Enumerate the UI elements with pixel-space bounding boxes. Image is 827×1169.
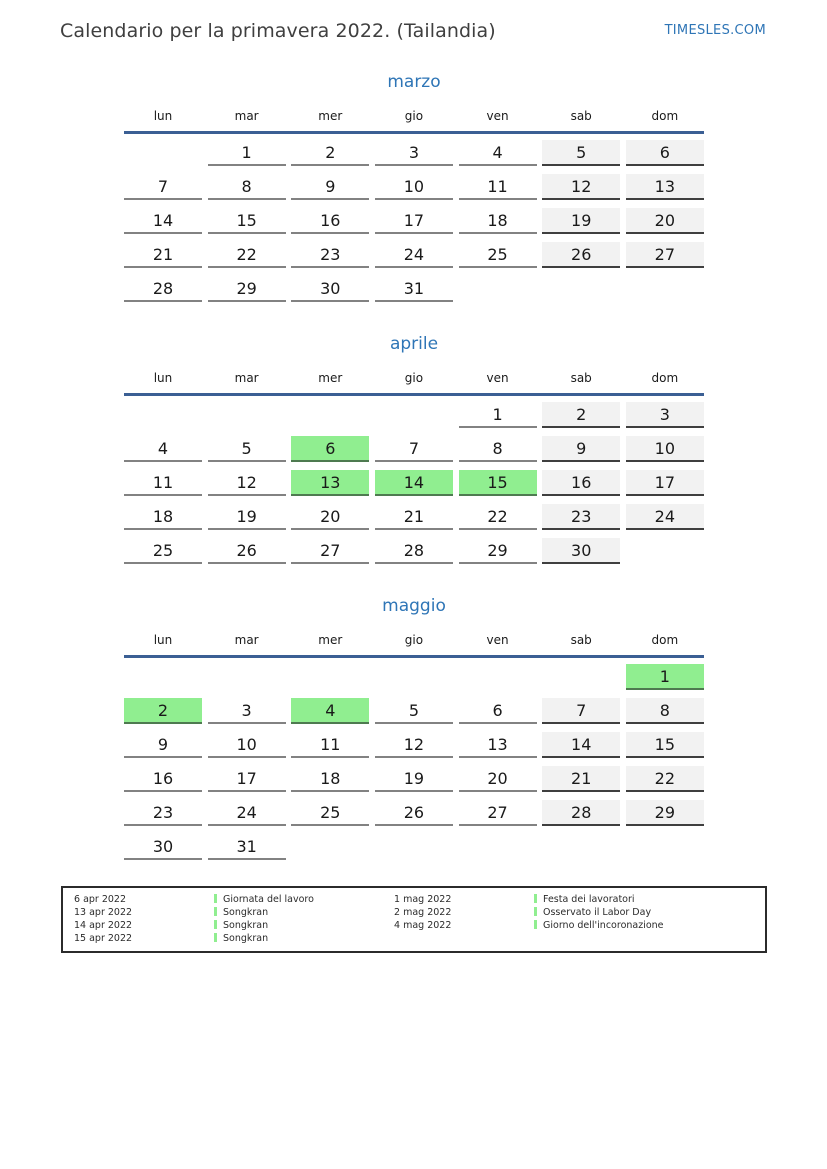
- weekday-header: dom: [651, 371, 679, 385]
- legend-holiday-name: Festa dei lavoratori: [543, 894, 635, 905]
- weekday-header: gio: [404, 633, 424, 647]
- day-cell-empty: [626, 834, 704, 860]
- legend-labels: [534, 893, 714, 932]
- day-cell: 13: [626, 174, 704, 200]
- day-cell: 22: [208, 242, 286, 268]
- day-cell: 17: [208, 766, 286, 792]
- legend-groups: [74, 893, 714, 945]
- day-cell: 15: [626, 732, 704, 758]
- month-title: maggio: [382, 596, 446, 616]
- day-cell: 5: [375, 698, 453, 724]
- weekday-header: ven: [486, 109, 509, 123]
- day-cell: 23: [291, 242, 369, 268]
- day-cell: 3: [626, 402, 704, 428]
- legend-holiday-name: Songkran: [223, 920, 269, 931]
- weekday-header: lun: [153, 371, 173, 385]
- weekday-header: lun: [153, 633, 173, 647]
- day-cell: 28: [124, 276, 202, 302]
- weekday-header: mer: [318, 633, 343, 647]
- day-cell: 16: [124, 766, 202, 792]
- day-cell-empty: [124, 664, 202, 690]
- legend-group: [394, 893, 714, 945]
- weekday-header: mar: [234, 371, 259, 385]
- day-cell: 6: [626, 140, 704, 166]
- day-cell: 12: [375, 732, 453, 758]
- legend-holiday: [534, 893, 714, 906]
- holiday-marker-icon: [214, 933, 217, 942]
- month-title: aprile: [389, 334, 439, 354]
- day-cell: 2: [542, 402, 620, 428]
- day-cell-empty: [626, 538, 704, 564]
- day-cell: 28: [542, 800, 620, 826]
- legend-labels: [214, 893, 394, 945]
- day-cell: 26: [375, 800, 453, 826]
- weekday-header: gio: [404, 371, 424, 385]
- day-cell: 25: [291, 800, 369, 826]
- day-cell: 10: [375, 174, 453, 200]
- day-cell: 29: [208, 276, 286, 302]
- day-cell: 27: [626, 242, 704, 268]
- day-cell: 19: [208, 504, 286, 530]
- day-cell: 4: [291, 698, 369, 724]
- legend-dates: [74, 893, 214, 945]
- day-cell: 25: [459, 242, 537, 268]
- day-cell: 13: [459, 732, 537, 758]
- day-cell-empty: [459, 834, 537, 860]
- day-cell-empty: [375, 402, 453, 428]
- day-cell: 7: [124, 174, 202, 200]
- weekday-header: ven: [486, 633, 509, 647]
- weekday-rule: [124, 655, 704, 658]
- day-cell: 25: [124, 538, 202, 564]
- day-cell: 9: [542, 436, 620, 462]
- day-cell: 4: [124, 436, 202, 462]
- day-cell-empty: [291, 664, 369, 690]
- day-cell-empty: [375, 834, 453, 860]
- day-cell: 16: [542, 470, 620, 496]
- day-cell: 16: [291, 208, 369, 234]
- legend-holiday: [534, 906, 714, 919]
- legend-holiday: [214, 919, 394, 932]
- holiday-marker-icon: [534, 920, 537, 929]
- day-cell: 11: [291, 732, 369, 758]
- day-cell: 19: [375, 766, 453, 792]
- day-cell: 1: [208, 140, 286, 166]
- day-cell: 22: [626, 766, 704, 792]
- day-cell: 26: [542, 242, 620, 268]
- weekday-rule: [124, 131, 704, 134]
- day-cell: 31: [375, 276, 453, 302]
- day-cell: 2: [124, 698, 202, 724]
- legend-holiday-name: Songkran: [223, 933, 269, 944]
- legend-holiday: [214, 893, 394, 906]
- day-cell: 29: [626, 800, 704, 826]
- holiday-marker-icon: [214, 894, 217, 903]
- day-cell: 2: [291, 140, 369, 166]
- day-cell-empty: [124, 402, 202, 428]
- day-cell: 14: [375, 470, 453, 496]
- day-cell: 21: [124, 242, 202, 268]
- months: [124, 72, 704, 868]
- day-cell: 26: [208, 538, 286, 564]
- day-cell: 1: [626, 664, 704, 690]
- day-cell: 6: [291, 436, 369, 462]
- day-cell: 10: [626, 436, 704, 462]
- day-cell: 9: [291, 174, 369, 200]
- day-cell-empty: [291, 402, 369, 428]
- day-cell-empty: [459, 664, 537, 690]
- legend-date: 13 apr 2022: [74, 907, 133, 918]
- weekday-header: sab: [570, 371, 592, 385]
- day-cell: 20: [626, 208, 704, 234]
- day-cell: 18: [291, 766, 369, 792]
- day-cell: 22: [459, 504, 537, 530]
- legend-holiday-name: Songkran: [223, 907, 269, 918]
- day-cell: 17: [626, 470, 704, 496]
- day-cell-empty: [291, 834, 369, 860]
- day-cell: 18: [459, 208, 537, 234]
- day-cell: 8: [208, 174, 286, 200]
- day-cell: 15: [208, 208, 286, 234]
- legend-date: 4 mag 2022: [394, 920, 452, 931]
- day-cell: 8: [459, 436, 537, 462]
- day-cell: 13: [291, 470, 369, 496]
- legend-group: [74, 893, 394, 945]
- day-cell: 27: [459, 800, 537, 826]
- day-cell: 20: [459, 766, 537, 792]
- day-cell: 6: [459, 698, 537, 724]
- legend-dates: [394, 893, 534, 932]
- legend-date: 6 apr 2022: [74, 894, 127, 905]
- legend-holiday-name: Giornata del lavoro: [223, 894, 314, 905]
- day-cell: 14: [124, 208, 202, 234]
- weekday-header: gio: [404, 109, 424, 123]
- legend-date: 1 mag 2022: [394, 894, 452, 905]
- day-cell: 14: [542, 732, 620, 758]
- weekday-header: mar: [234, 633, 259, 647]
- day-cell: 28: [375, 538, 453, 564]
- legend-holiday-name: Giorno dell'incoronazione: [543, 920, 664, 931]
- legend-holiday-name: Osservato il Labor Day: [543, 907, 652, 918]
- month-aprile: [124, 334, 704, 572]
- day-cell: 4: [459, 140, 537, 166]
- day-cell-empty: [542, 276, 620, 302]
- day-cell: 9: [124, 732, 202, 758]
- day-cell: 24: [208, 800, 286, 826]
- month-title: marzo: [387, 72, 441, 92]
- day-cell: 18: [124, 504, 202, 530]
- day-cell: 15: [459, 470, 537, 496]
- day-cell: 7: [542, 698, 620, 724]
- holiday-marker-icon: [534, 894, 537, 903]
- day-cell: 12: [542, 174, 620, 200]
- day-cell: 21: [542, 766, 620, 792]
- weekday-header: dom: [651, 633, 679, 647]
- day-cell: 11: [459, 174, 537, 200]
- legend-box: [61, 886, 767, 953]
- legend-holiday: [214, 932, 394, 945]
- holiday-marker-icon: [214, 907, 217, 916]
- day-cell: 7: [375, 436, 453, 462]
- legend-date: 2 mag 2022: [394, 907, 452, 918]
- month-grid: [124, 370, 704, 572]
- weekday-rule: [124, 393, 704, 396]
- day-cell: 30: [542, 538, 620, 564]
- weekday-header: mer: [318, 109, 343, 123]
- legend-holiday: [214, 906, 394, 919]
- day-cell: 29: [459, 538, 537, 564]
- day-cell-empty: [208, 664, 286, 690]
- page-header: [0, 0, 827, 42]
- day-cell-empty: [626, 276, 704, 302]
- day-cell: 11: [124, 470, 202, 496]
- day-cell-empty: [459, 276, 537, 302]
- holiday-marker-icon: [534, 907, 537, 916]
- holiday-marker-icon: [214, 920, 217, 929]
- day-cell: 5: [208, 436, 286, 462]
- day-cell: 8: [626, 698, 704, 724]
- weekday-header: sab: [570, 633, 592, 647]
- page-title: Calendario per la primavera 2022. (Tailandia): [60, 20, 496, 42]
- weekday-header: dom: [651, 109, 679, 123]
- day-cell: 30: [291, 276, 369, 302]
- month-grid: [124, 632, 704, 868]
- day-cell: 17: [375, 208, 453, 234]
- day-cell-empty: [124, 140, 202, 166]
- month-grid: [124, 108, 704, 310]
- day-cell: 23: [124, 800, 202, 826]
- legend-date: 14 apr 2022: [74, 920, 133, 931]
- month-maggio: [124, 596, 704, 868]
- day-cell: 21: [375, 504, 453, 530]
- day-cell: 31: [208, 834, 286, 860]
- weekday-header: lun: [153, 109, 173, 123]
- day-cell-empty: [542, 834, 620, 860]
- day-cell: 19: [542, 208, 620, 234]
- day-cell: 27: [291, 538, 369, 564]
- weekday-header: mer: [318, 371, 343, 385]
- day-cell: 5: [542, 140, 620, 166]
- day-cell: 20: [291, 504, 369, 530]
- site-link[interactable]: TIMESLES.COM: [664, 23, 766, 38]
- day-cell: 10: [208, 732, 286, 758]
- weekday-header: ven: [486, 371, 509, 385]
- day-cell-empty: [208, 402, 286, 428]
- day-cell: 24: [626, 504, 704, 530]
- legend-date: 15 apr 2022: [74, 933, 133, 944]
- month-marzo: [124, 72, 704, 310]
- day-cell-empty: [375, 664, 453, 690]
- day-cell: 1: [459, 402, 537, 428]
- day-cell-empty: [542, 664, 620, 690]
- weekday-header: mar: [234, 109, 259, 123]
- day-cell: 3: [208, 698, 286, 724]
- day-cell: 24: [375, 242, 453, 268]
- legend-holiday: [534, 919, 714, 932]
- day-cell: 30: [124, 834, 202, 860]
- day-cell: 23: [542, 504, 620, 530]
- weekday-header: sab: [570, 109, 592, 123]
- day-cell: 3: [375, 140, 453, 166]
- day-cell: 12: [208, 470, 286, 496]
